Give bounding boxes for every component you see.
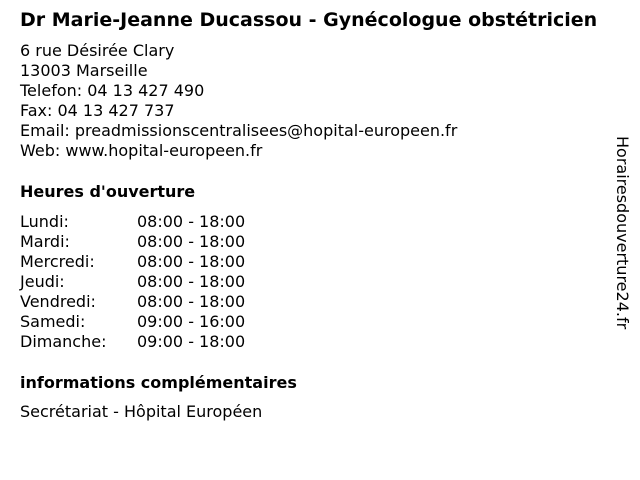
hours-row	[20, 332, 600, 352]
hours-heading: Heures d'ouverture	[20, 182, 196, 201]
hours-day: Mardi:	[20, 232, 70, 251]
hours-row	[20, 232, 600, 252]
hours-row	[20, 252, 600, 272]
page-title: Dr Marie-Jeanne Ducassou - Gynécologue obstétricien	[20, 9, 598, 31]
info-heading: informations complémentaires	[20, 373, 297, 392]
fax-line: Fax: 04 13 427 737	[20, 101, 175, 120]
hours-row	[20, 272, 600, 292]
hours-time: 08:00 - 18:00	[137, 212, 246, 231]
hours-row	[20, 212, 600, 232]
email-line[interactable]: Email: preadmissionscentralisees@hopital-europeen.fr	[20, 121, 458, 140]
hours-time: 09:00 - 16:00	[137, 312, 246, 331]
info-text: Secrétariat - Hôpital Européen	[20, 402, 263, 421]
hours-day: Mercredi:	[20, 252, 95, 271]
hours-row	[20, 312, 600, 332]
hours-day: Jeudi:	[20, 272, 65, 291]
hours-time: 08:00 - 18:00	[137, 232, 246, 251]
hours-row	[20, 292, 600, 312]
hours-time: 09:00 - 18:00	[137, 332, 246, 351]
hours-day: Lundi:	[20, 212, 69, 231]
hours-day: Samedi:	[20, 312, 86, 331]
web-line[interactable]: Web: www.hopital-europeen.fr	[20, 141, 263, 160]
hours-time: 08:00 - 18:00	[137, 252, 246, 271]
phone-line[interactable]: Telefon: 04 13 427 490	[20, 81, 205, 100]
address-city: 13003 Marseille	[20, 61, 148, 80]
site-brand-vertical[interactable]: Horairesdouverture24.fr	[613, 136, 632, 330]
hours-table	[20, 212, 600, 352]
hours-time: 08:00 - 18:00	[137, 292, 246, 311]
hours-time: 08:00 - 18:00	[137, 272, 246, 291]
hours-day: Vendredi:	[20, 292, 96, 311]
hours-day: Dimanche:	[20, 332, 107, 351]
listing-card	[20, 9, 600, 422]
address-street: 6 rue Désirée Clary	[20, 41, 175, 60]
contact-block	[20, 41, 600, 161]
